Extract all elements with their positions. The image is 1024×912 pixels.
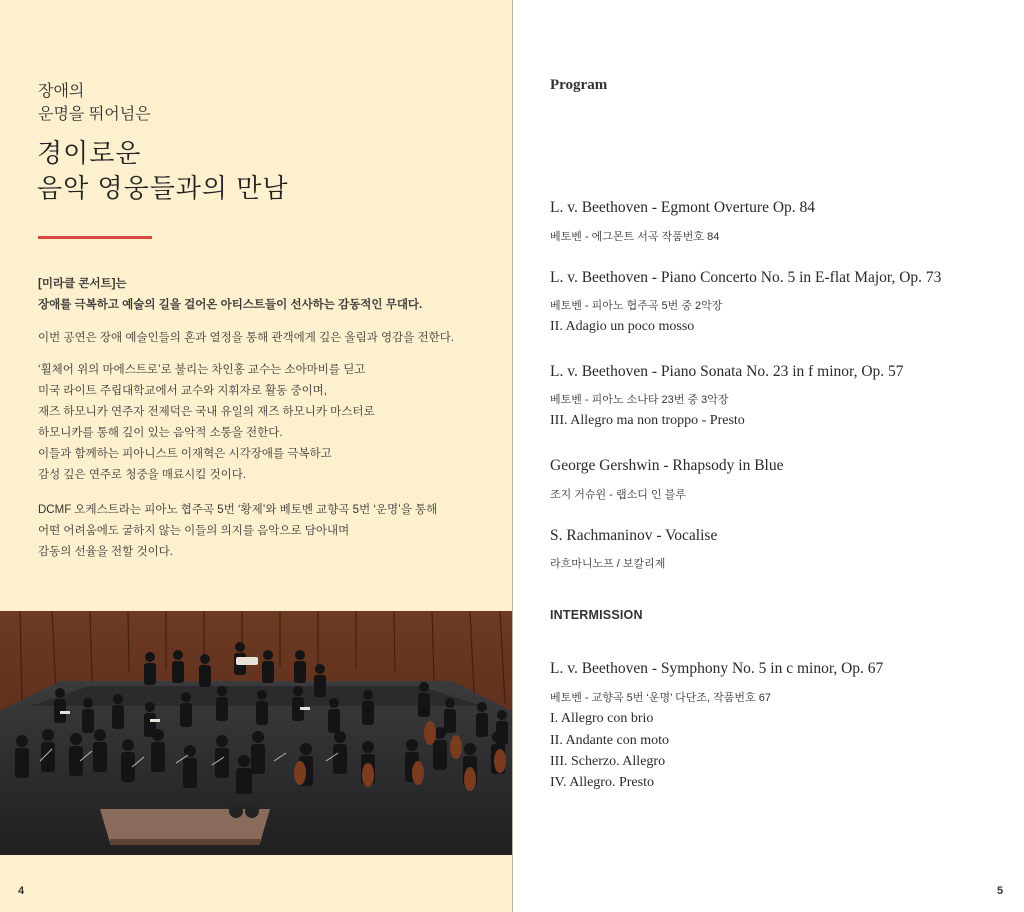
paragraph-line: 장애를 극복하고 예술의 길을 걸어온 아티스트들이 선사하는 감동적인 무대다. (38, 299, 423, 311)
work-title: L. v. Beethoven - Piano Concerto No. 5 in E-flat Major, Op. 73 (550, 269, 942, 286)
paragraph-line: [미라클 콘서트]는 (38, 278, 127, 290)
subtitle (38, 80, 151, 126)
work-korean-title: 라흐마니노프 / 보칼리제 (550, 558, 666, 570)
movement: IV. Allegro. Presto (550, 775, 654, 790)
headline-line: 음악 영웅들과의 만남 (37, 173, 289, 203)
artists-paragraph (38, 360, 468, 486)
headline-line: 경이로운 (37, 138, 142, 168)
paragraph-line: DCMF 오케스트라는 피아노 협주곡 5번 ‘황제’와 베토벤 교향곡 5번 ‘운명’을 통해 (38, 504, 438, 516)
paragraph-line: 미국 라이트 주립대학교에서 교수와 지휘자로 활동 중이며, (38, 385, 327, 397)
paragraph-line: 이들과 함께하는 피아니스트 이재혁은 시각장애를 극복하고 (38, 448, 332, 460)
subtitle-line: 운명을 뛰어넘은 (38, 106, 151, 123)
intro-paragraph (38, 274, 468, 316)
accent-divider (38, 236, 152, 239)
movement: III. Allegro ma non troppo - Presto (550, 413, 745, 428)
movement: II. Andante con moto (550, 733, 669, 748)
work-title: George Gershwin - Rhapsody in Blue (550, 457, 784, 474)
work-korean-title: 조지 거슈윈 - 랩소디 인 블루 (550, 489, 686, 501)
work-title: L. v. Beethoven - Egmont Overture Op. 84 (550, 199, 816, 216)
subtitle-line: 장애의 (38, 83, 85, 100)
program-title: Program (550, 77, 608, 93)
page-number-right: 5 (997, 885, 1004, 897)
orchestra-paragraph (38, 500, 468, 563)
work-korean-title: 베토벤 - 에그몬트 서곡 작품번호 84 (550, 231, 720, 243)
movement: III. Scherzo. Allegro (550, 754, 666, 769)
work-title: S. Rachmaninov - Vocalise (550, 527, 718, 544)
work-title: L. v. Beethoven - Symphony No. 5 in c minor, Op. 67 (550, 660, 884, 677)
paragraph-line: 감동의 선율을 전할 것이다. (38, 546, 173, 558)
orchestra-photo (0, 611, 512, 855)
movement: II. Adagio un poco mosso (550, 319, 695, 334)
paragraph-line: 이번 공연은 장애 예술인들의 혼과 열정을 통해 관객에게 깊은 울림과 영감을 전한다. (38, 332, 455, 344)
paragraph-line: 감성 깊은 연주로 청중을 매료시킬 것이다. (38, 469, 247, 481)
work-korean-title: 베토벤 - 피아노 협주곡 5번 중 2악장 (550, 300, 723, 312)
movement: I. Allegro con brio (550, 711, 654, 726)
paragraph-line: 하모니카를 통해 깊이 있는 음악적 소통을 전한다. (38, 427, 283, 439)
work-title: L. v. Beethoven - Piano Sonata No. 23 in f minor, Op. 57 (550, 363, 904, 380)
performance-paragraph (38, 328, 468, 349)
headline (37, 136, 289, 206)
paragraph-line: ‘휠체어 위의 마에스트로’로 불리는 차인홍 교수는 소아마비를 딛고 (38, 364, 366, 376)
paragraph-line: 재즈 하모니카 연주자 전제덕은 국내 유일의 재즈 하모니카 마스터로 (38, 406, 375, 418)
work-korean-title: 베토벤 - 피아노 소나타 23번 중 3악장 (550, 394, 729, 406)
intermission-label: INTERMISSION (550, 608, 643, 622)
work-korean-title: 베토벤 - 교향곡 5번 ‘운명’ 다단조, 작품번호 67 (550, 692, 771, 704)
paragraph-line: 어떤 어려움에도 굴하지 않는 이들의 의지를 음악으로 담아내며 (38, 525, 350, 537)
page-number-left: 4 (18, 885, 25, 897)
